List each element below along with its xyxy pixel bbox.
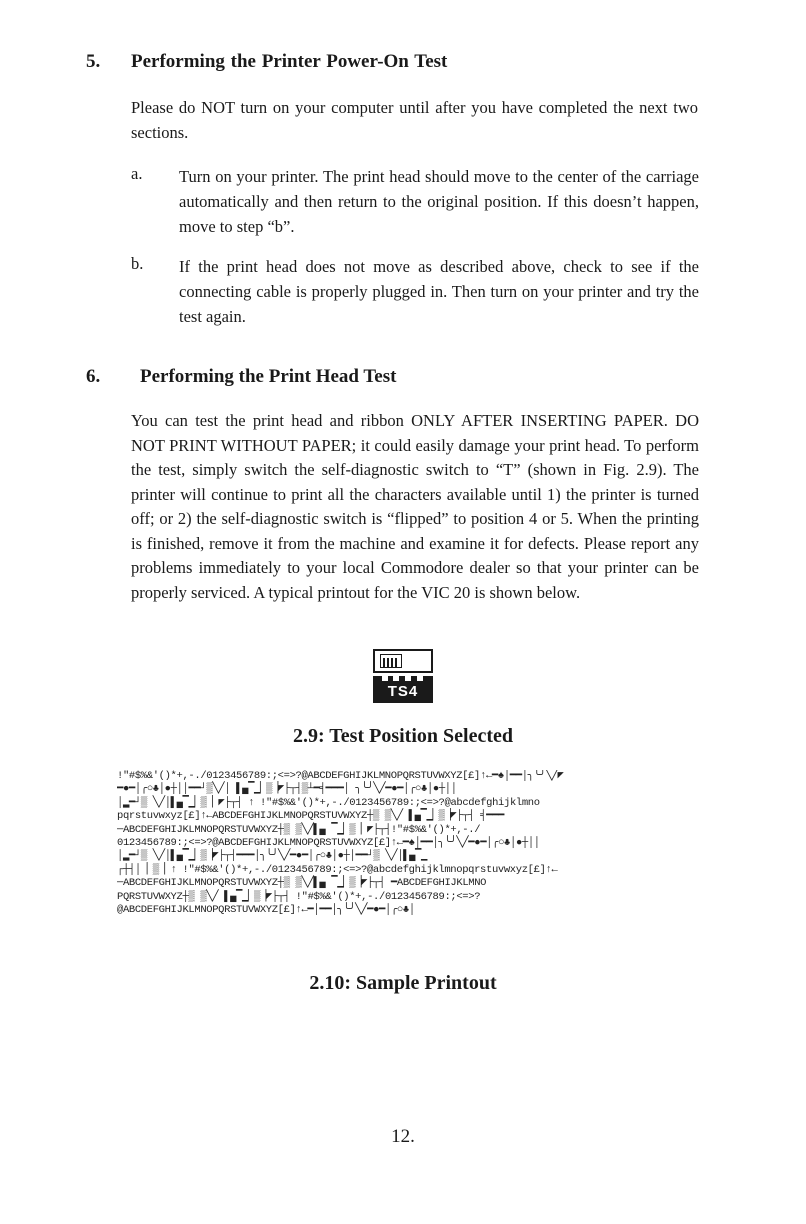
printout-line: PQRSTUVWXYZ┼▒ ▒╲╱ ▌▄▔▁▏▒▕◤├┬┤ !"#$%&'()*+,-./0123456789:;<=>?	[117, 890, 481, 903]
step-b-letter: b.	[131, 254, 144, 273]
page-number: 12.	[391, 1126, 415, 1147]
section-6-number: 6.	[86, 366, 101, 387]
section-6-body: You can test the print head and ribbon ONLY AFTER INSERTING PAPER. DO NOT PRINT WITHOUT PAPER; it could easily damage your print head. To perform the test, simply switch the self-diagnostic switch to “T” (shown in Fig. 2.9). The printer will continue to print all the characters available until 1) the printer is turned off; or 2) the self-diagnostic switch is “flipped” to position 4 or 5. When the printing is finished, remove it from the machine and examine it for defects. Please report any problems immediately to your local Commodore dealer so that your printer can be properly serviced. A typical printout for the VIC 20 is shown below.	[131, 411, 699, 602]
step-a-text: Turn on your printer. The print head should move to the center of the carriage automatically and then return to the original position. If this doesn’t happen, move to step “b”.	[179, 167, 699, 236]
printout-line: 0123456789:;<=>?@ABCDEFGHIJKLMNOPQRSTUVWXYZ[£]↑←━♠│━━│╮╰╯╲╱━●━│╭○♣│●┼││	[117, 837, 540, 850]
switch-position-label: TS4	[373, 676, 433, 703]
printout-line: !"#$%&'()*+,-./0123456789:;<=>?@ABCDEFGHIJKLMNOPQRSTUVWXYZ[£]↑←━♠│━━│╮╰╯╲╱◤	[117, 770, 564, 782]
printout-line: │▂━┘▒ ╲╱│▌▄▔▁▏▒▕◤├┬┤━━━│╮╰╯╲╱━●━│╭○♣│●┼│━━┘▒ ╲╱│▌▄▔▁	[117, 850, 427, 863]
printout-line: ━●━│╭○♣│●┼││━━┘▒╲╱│ ▌▄▔▁▏▒▕◤├┬┤▒┴━╡━━━│ ╮╰╯╲╱━●━│╭○♣│●┼││	[117, 783, 457, 796]
printout-line: ─ABCDEFGHIJKLMNOPQRSTUVWXYZ┼▒ ▒╲╱▌▄ ▔▁▏▒▕◤├┬┤ ━ABCDEFGHIJKLMNO	[117, 877, 487, 890]
switch-knob-icon	[380, 654, 402, 668]
section-6-title: Performing the Print Head Test	[140, 366, 397, 387]
figure-2-9-caption: 2.9: Test Position Selected	[293, 725, 513, 747]
figure-2-10-caption: 2.10: Sample Printout	[309, 972, 497, 994]
self-diagnostic-switch-icon	[373, 649, 433, 673]
printout-line: ┌┼┤│ ▏▒▕ ↑ !"#$%&'()*+,-./0123456789:;<=>?@abcdefghijklmnopqrstuvwxyz[£]↑←	[117, 863, 558, 876]
printout-line: ─ABCDEFGHIJKLMNOPQRSTUVWXYZ┼▒ ▒╲╱▌▄ ▔▁▏▒▕ ◤├┬┤!"#$%&'()*+,-./	[117, 823, 481, 836]
printout-line: pqrstuvwxyz[£]↑←ABCDEFGHIJKLMNOPQRSTUVWXYZ┼▒ ▒╲╱ ▌▄▔▁▏▒▕◤├┬┤ ╡━━━	[117, 810, 505, 823]
printout-line: │▂━┘▒ ╲╱│▌▄▔▁▏▒▕ ◤├┬┤ ↑ !"#$%&'()*+,-./0123456789:;<=>?@abcdefghijklmno	[117, 796, 540, 809]
step-a-letter: a.	[131, 164, 143, 183]
section-5-number: 5.	[86, 51, 101, 72]
section-5-intro: Please do NOT turn on your computer until after you have completed the next two sections.	[131, 98, 698, 142]
printout-line: @ABCDEFGHIJKLMNOPQRSTUVWXYZ[£]↑←━│━━│╮╰╯╲╱━●━│╭○♣│	[117, 904, 415, 917]
step-b-text: If the print head does not move as described above, check to see if the connecting cable is properly plugged in. Then turn on your printer and try the test again.	[179, 257, 699, 326]
sample-printout	[117, 770, 717, 917]
section-5-title: Performing the Printer Power-On Test	[131, 51, 448, 72]
